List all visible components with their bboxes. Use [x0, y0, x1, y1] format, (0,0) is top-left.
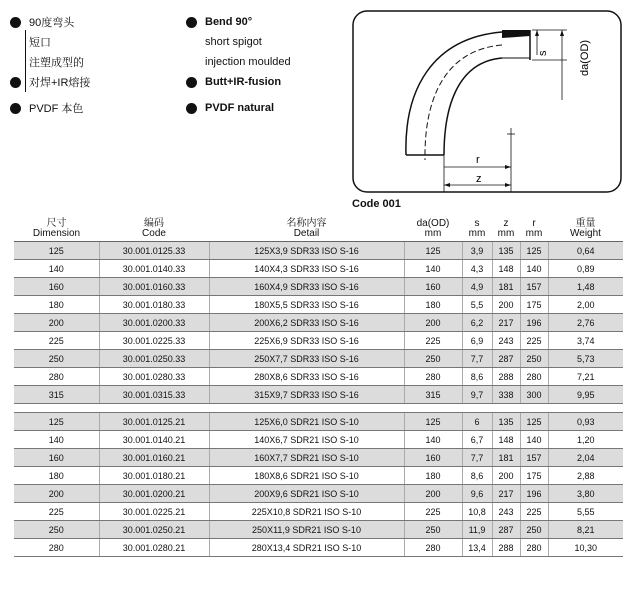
cell-dimension: 160: [14, 278, 99, 296]
cell-s: 8,6: [462, 368, 492, 386]
cell-detail: 125X3,9 SDR33 ISO S-16: [209, 242, 404, 260]
label-da: da(OD): [579, 39, 591, 76]
cell-z: 287: [492, 521, 520, 539]
cell-detail: 225X6,9 SDR33 ISO S-16: [209, 332, 404, 350]
cell-weight: 2,76: [548, 314, 623, 332]
cell-dimension: 280: [14, 368, 99, 386]
cell-z: 200: [492, 296, 520, 314]
cell-dimension: 160: [14, 449, 99, 467]
feature-en-label: Butt+IR-fusion: [205, 76, 282, 88]
cell-s: 10,8: [462, 503, 492, 521]
cell-s: 3,9: [462, 242, 492, 260]
cell-z: 135: [492, 242, 520, 260]
table-row: [14, 314, 623, 332]
table-row: [14, 368, 623, 386]
cell-r: 196: [520, 314, 548, 332]
cell-s: 9,7: [462, 386, 492, 404]
cell-s: 4,3: [462, 260, 492, 278]
cell-z: 243: [492, 503, 520, 521]
header-z: z mm: [492, 218, 520, 242]
table-row: [14, 332, 623, 350]
cell-s: 6,2: [462, 314, 492, 332]
table-row: [14, 350, 623, 368]
cell-da: 200: [404, 485, 462, 503]
cell-z: 181: [492, 449, 520, 467]
cell-code: 30.001.0280.21: [99, 539, 209, 557]
header-detail: 名称内容 Detail: [209, 218, 404, 242]
bullet-dot-icon: [10, 103, 21, 114]
cell-da: 180: [404, 467, 462, 485]
cell-s: 7,7: [462, 350, 492, 368]
cell-code: 30.001.0140.33: [99, 260, 209, 278]
cell-detail: 140X6,7 SDR21 ISO S-10: [209, 431, 404, 449]
features-chinese: [10, 12, 90, 118]
cell-r: 175: [520, 467, 548, 485]
table-row: [14, 503, 623, 521]
cell-weight: 1,48: [548, 278, 623, 296]
group-spacer: [14, 404, 623, 413]
cell-detail: 180X8,6 SDR21 ISO S-10: [209, 467, 404, 485]
cell-s: 4,9: [462, 278, 492, 296]
feature-item: [186, 98, 291, 118]
cell-detail: 160X7,7 SDR21 ISO S-10: [209, 449, 404, 467]
bullet-dot-icon: [186, 103, 197, 114]
label-r: r: [476, 154, 480, 166]
cell-code: 30.001.0225.21: [99, 503, 209, 521]
cell-detail: 280X13,4 SDR21 ISO S-10: [209, 539, 404, 557]
cell-detail: 280X8,6 SDR33 ISO S-16: [209, 368, 404, 386]
table-header-row: [14, 218, 623, 242]
table-body: [14, 242, 623, 557]
cell-code: 30.001.0125.33: [99, 242, 209, 260]
cell-s: 9,6: [462, 485, 492, 503]
cell-r: 280: [520, 368, 548, 386]
header-weight: 重量 Weight: [548, 218, 623, 242]
feature-en-label: Bend 90°: [205, 16, 253, 28]
feature-en-label: injection moulded: [205, 56, 291, 68]
cell-da: 140: [404, 260, 462, 278]
cell-dimension: 280: [14, 539, 99, 557]
cell-detail: 315X9,7 SDR33 ISO S-16: [209, 386, 404, 404]
cell-code: 30.001.0180.33: [99, 296, 209, 314]
cell-code: 30.001.0250.21: [99, 521, 209, 539]
cell-da: 140: [404, 431, 462, 449]
features-english: [186, 12, 291, 118]
header-r: r mm: [520, 218, 548, 242]
cell-z: 135: [492, 413, 520, 431]
table-row: [14, 296, 623, 314]
cell-r: 225: [520, 503, 548, 521]
cell-detail: 125X6,0 SDR21 ISO S-10: [209, 413, 404, 431]
cell-da: 125: [404, 413, 462, 431]
cell-weight: 2,00: [548, 296, 623, 314]
cell-z: 181: [492, 278, 520, 296]
cell-detail: 140X4,3 SDR33 ISO S-16: [209, 260, 404, 278]
cell-s: 6,9: [462, 332, 492, 350]
feature-item: [186, 52, 291, 72]
cell-detail: 225X10,8 SDR21 ISO S-10: [209, 503, 404, 521]
feature-cn-label: PVDF 本色: [29, 103, 84, 115]
cell-da: 225: [404, 332, 462, 350]
drawing-frame: [353, 11, 621, 192]
cell-weight: 10,30: [548, 539, 623, 557]
cell-z: 288: [492, 368, 520, 386]
cell-code: 30.001.0200.33: [99, 314, 209, 332]
table-row: [14, 467, 623, 485]
cell-code: 30.001.0250.33: [99, 350, 209, 368]
cell-weight: 5,73: [548, 350, 623, 368]
feature-item: [10, 12, 90, 32]
cell-weight: 1,20: [548, 431, 623, 449]
bullet-dot-icon: [186, 17, 197, 28]
cell-code: 30.001.0180.21: [99, 467, 209, 485]
bullet-dot-icon: [10, 77, 21, 88]
feature-item: [186, 72, 291, 92]
arrowhead-icon: [535, 30, 539, 36]
cell-da: 180: [404, 296, 462, 314]
cell-r: 157: [520, 449, 548, 467]
cell-dimension: 250: [14, 521, 99, 539]
feature-cn-label: 90度弯头: [29, 17, 75, 29]
feature-cn-label: 注塑成型的: [29, 57, 84, 69]
cell-s: 13,4: [462, 539, 492, 557]
cell-z: 217: [492, 314, 520, 332]
arrowhead-icon: [505, 165, 511, 169]
table-row: [14, 260, 623, 278]
cell-dimension: 225: [14, 503, 99, 521]
bend-centerline: [425, 45, 502, 160]
cell-da: 160: [404, 278, 462, 296]
cell-code: 30.001.0160.21: [99, 449, 209, 467]
cell-s: 8,6: [462, 467, 492, 485]
cell-detail: 200X9,6 SDR21 ISO S-10: [209, 485, 404, 503]
cell-dimension: 125: [14, 413, 99, 431]
cell-code: 30.001.0160.33: [99, 278, 209, 296]
cell-z: 217: [492, 485, 520, 503]
cell-z: 288: [492, 539, 520, 557]
cell-r: 225: [520, 332, 548, 350]
feature-item: [10, 72, 90, 92]
feature-item: [10, 98, 90, 118]
cell-dimension: 250: [14, 350, 99, 368]
cell-z: 338: [492, 386, 520, 404]
cell-s: 6: [462, 413, 492, 431]
cell-dimension: 140: [14, 260, 99, 278]
cell-dimension: 140: [14, 431, 99, 449]
feature-cn-label: 短口: [29, 37, 51, 49]
cell-weight: 5,55: [548, 503, 623, 521]
cell-weight: 3,74: [548, 332, 623, 350]
cell-dimension: 180: [14, 296, 99, 314]
header-code: 编码 Code: [99, 218, 209, 242]
cell-r: 175: [520, 296, 548, 314]
table-row: [14, 449, 623, 467]
feature-cn-label: 对焊+IR熔接: [29, 77, 91, 89]
bullet-dot-icon: [186, 77, 197, 88]
table-row: [14, 431, 623, 449]
header-da: da(OD) mm: [404, 218, 462, 242]
cell-code: 30.001.0225.33: [99, 332, 209, 350]
cell-r: 140: [520, 260, 548, 278]
cell-r: 250: [520, 521, 548, 539]
header-dimension: 尺寸 Dimension: [14, 218, 99, 242]
cell-da: 125: [404, 242, 462, 260]
cell-weight: 3,80: [548, 485, 623, 503]
cell-s: 6,7: [462, 431, 492, 449]
cell-r: 196: [520, 485, 548, 503]
table-row: [14, 386, 623, 404]
cell-r: 125: [520, 242, 548, 260]
cell-code: 30.001.0125.21: [99, 413, 209, 431]
bend-technical-drawing: [352, 10, 622, 193]
cell-detail: 180X5,5 SDR33 ISO S-16: [209, 296, 404, 314]
cell-r: 280: [520, 539, 548, 557]
cell-z: 243: [492, 332, 520, 350]
bullet-dot-icon: [10, 17, 21, 28]
cell-s: 11,9: [462, 521, 492, 539]
table-row: [14, 521, 623, 539]
feature-item: [186, 12, 291, 32]
cell-weight: 9,95: [548, 386, 623, 404]
cell-detail: 250X11,9 SDR21 ISO S-10: [209, 521, 404, 539]
cell-dimension: 200: [14, 314, 99, 332]
cell-detail: 200X6,2 SDR33 ISO S-16: [209, 314, 404, 332]
cell-code: 30.001.0200.21: [99, 485, 209, 503]
cell-da: 250: [404, 350, 462, 368]
cell-weight: 0,89: [548, 260, 623, 278]
table-row: [14, 413, 623, 431]
cell-z: 148: [492, 260, 520, 278]
cell-weight: 2,04: [548, 449, 623, 467]
spigot-wall: [502, 30, 530, 38]
cell-da: 280: [404, 368, 462, 386]
spec-table: [14, 218, 623, 557]
table-row: [14, 278, 623, 296]
cell-da: 160: [404, 449, 462, 467]
header-s: s mm: [462, 218, 492, 242]
cell-da: 315: [404, 386, 462, 404]
cell-dimension: 180: [14, 467, 99, 485]
cell-z: 148: [492, 431, 520, 449]
drawing-code-label: Code 001: [352, 198, 401, 210]
cell-weight: 0,64: [548, 242, 623, 260]
arrowhead-icon: [444, 183, 450, 187]
table-row: [14, 485, 623, 503]
bend-inner-wall: [444, 58, 502, 155]
table-row: [14, 242, 623, 260]
cell-dimension: 125: [14, 242, 99, 260]
feature-en-label: short spigot: [205, 36, 262, 48]
feature-item: [10, 32, 90, 52]
cell-r: 250: [520, 350, 548, 368]
cell-r: 157: [520, 278, 548, 296]
cell-code: 30.001.0140.21: [99, 431, 209, 449]
cell-r: 300: [520, 386, 548, 404]
label-z: z: [476, 173, 482, 185]
cell-da: 200: [404, 314, 462, 332]
cell-s: 5,5: [462, 296, 492, 314]
cell-weight: 8,21: [548, 521, 623, 539]
cell-z: 200: [492, 467, 520, 485]
cell-code: 30.001.0315.33: [99, 386, 209, 404]
feature-item: [10, 52, 90, 72]
label-s: s: [537, 50, 549, 56]
cell-da: 280: [404, 539, 462, 557]
table-row: [14, 539, 623, 557]
cell-da: 225: [404, 503, 462, 521]
cell-weight: 2,88: [548, 467, 623, 485]
cell-z: 287: [492, 350, 520, 368]
cell-detail: 250X7,7 SDR33 ISO S-16: [209, 350, 404, 368]
cell-detail: 160X4,9 SDR33 ISO S-16: [209, 278, 404, 296]
cell-code: 30.001.0280.33: [99, 368, 209, 386]
cell-weight: 7,21: [548, 368, 623, 386]
feature-item: [186, 32, 291, 52]
cell-r: 140: [520, 431, 548, 449]
arrowhead-icon: [560, 30, 564, 36]
cell-s: 7,7: [462, 449, 492, 467]
arrowhead-icon: [505, 183, 511, 187]
cell-dimension: 200: [14, 485, 99, 503]
cell-weight: 0,93: [548, 413, 623, 431]
cell-dimension: 225: [14, 332, 99, 350]
cell-dimension: 315: [14, 386, 99, 404]
cell-r: 125: [520, 413, 548, 431]
cell-da: 250: [404, 521, 462, 539]
feature-en-label: PVDF natural: [205, 102, 275, 114]
